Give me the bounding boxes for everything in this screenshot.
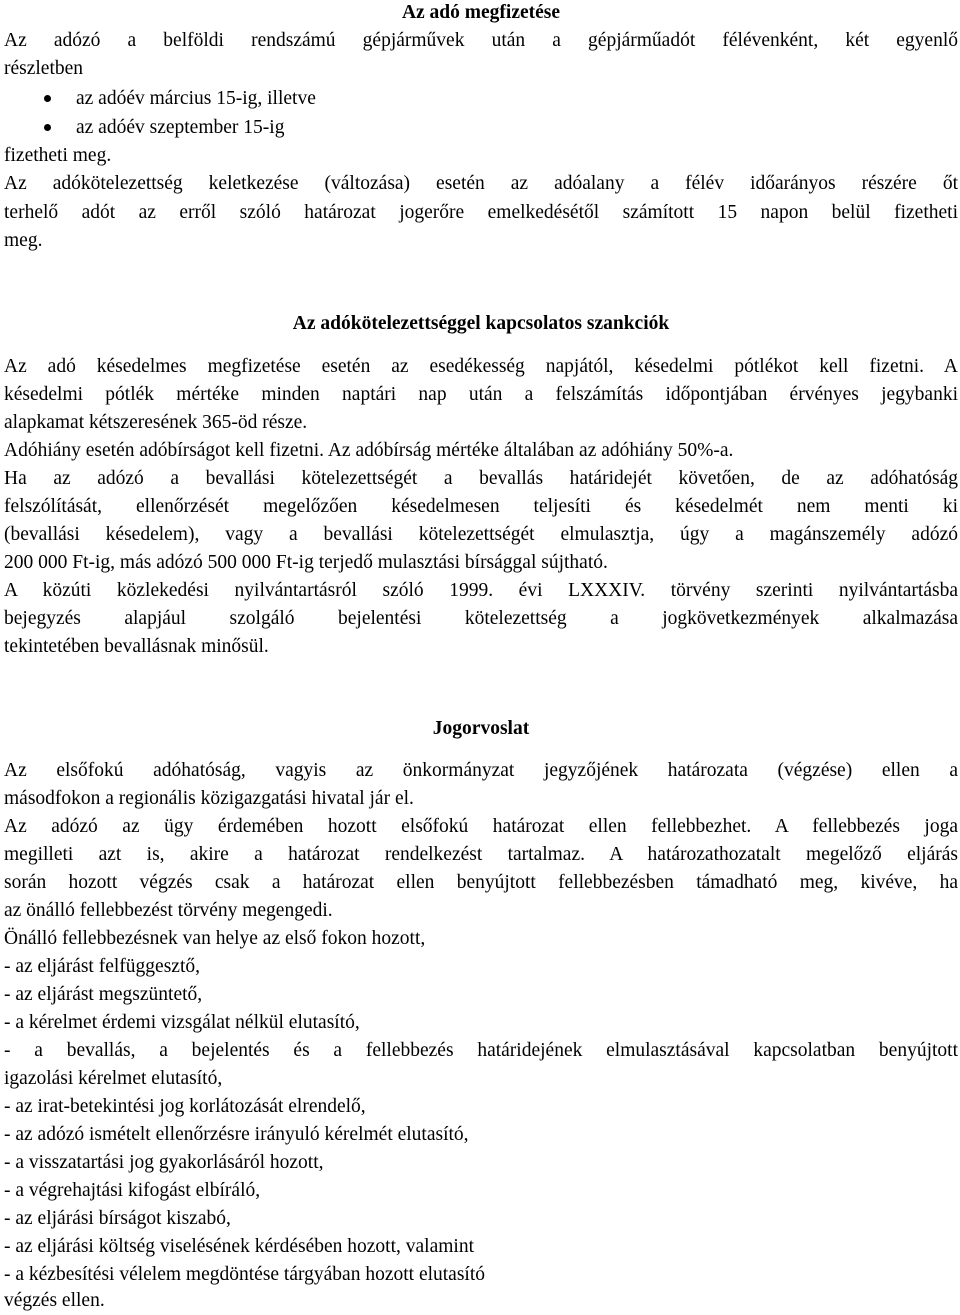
paragraph-line: fizetheti meg. xyxy=(4,145,112,166)
list-item: - az adózó ismételt ellenőrzésre irányuló kérelmét elutasító, xyxy=(4,1124,469,1145)
paragraph-line: Az adó késedelmes megfizetése esetén az esedékesség napjától, késedelmi pótlékot kell fizetni. A xyxy=(4,356,958,377)
list-item: - a végrehajtási kifogást elbíráló, xyxy=(4,1180,261,1201)
paragraph-line: során hozott végzés csak a határozat ellen benyújtott fellebbezésben támadható meg, kivéve, ha xyxy=(4,872,958,893)
paragraph-line: Az adózó a belföldi rendszámú gépjárművek után a gépjárműadót félévenként, két egyenlő xyxy=(4,30,958,51)
bullet-item: az adóév szeptember 15-ig xyxy=(76,117,285,138)
paragraph-line: Ha az adózó a bevallási kötelezettségét a bevallás határidejét követően, de az adóhatóság xyxy=(4,468,958,489)
list-item: - az eljárást megszüntető, xyxy=(4,984,203,1005)
section-title-payment: Az adó megfizetése xyxy=(401,2,561,23)
paragraph-line: Az adózó az ügy érdemében hozott elsőfokú határozat ellen fellebbezhet. A fellebbezés joga xyxy=(4,816,958,837)
list-item: - a visszatartási jog gyakorlásáról hozott, xyxy=(4,1152,324,1173)
bullet-item: az adóév március 15-ig, illetve xyxy=(76,88,316,109)
paragraph-line: késedelmi pótlék mértéke minden naptári nap után a felszámítás időpontjában érvényes jegybanki xyxy=(4,384,958,405)
bullet-dot-icon xyxy=(44,124,51,131)
list-item: igazolási kérelmet elutasító, xyxy=(4,1068,223,1089)
list-item: végzés ellen. xyxy=(4,1290,105,1311)
list-item: - a kérelmet érdemi vizsgálat nélkül elutasító, xyxy=(4,1012,360,1033)
paragraph-line: tekintetében bevallásnak minősül. xyxy=(4,636,269,657)
paragraph-line: részletben xyxy=(4,58,84,79)
section-title-sanctions: Az adókötelezettséggel kapcsolatos szankciók xyxy=(292,313,670,334)
paragraph-line: másodfokon a regionális közigazgatási hivatal jár el. xyxy=(4,788,414,809)
list-item: - az eljárási költség viselésének kérdésében hozott, valamint xyxy=(4,1236,474,1257)
list-item: - az eljárást felfüggesztő, xyxy=(4,956,200,977)
paragraph-line: Az elsőfokú adóhatóság, vagyis az önkormányzat jegyzőjének határozata (végzése) ellen a xyxy=(4,760,958,781)
paragraph-line: (bevallási késedelem), vagy a bevallási kötelezettségét elmulasztja, úgy a magánszemély adózó xyxy=(4,524,958,545)
paragraph-line: 200 000 Ft-ig, más adózó 500 000 Ft-ig terjedő mulasztási bírsággal sújtható. xyxy=(4,552,608,573)
list-item: - az eljárási bírságot kiszabó, xyxy=(4,1208,231,1229)
paragraph-line: terhelő adót az erről szóló határozat jogerőre emelkedésétől számított 15 napon belül fizetheti xyxy=(4,202,958,223)
list-item: - az irat-betekintési jog korlátozását elrendelő, xyxy=(4,1096,366,1117)
paragraph-line: meg. xyxy=(4,230,43,251)
paragraph-line: felszólítását, ellenőrzését megelőzően késedelmesen teljesíti és késedelmét nem menti ki xyxy=(4,496,958,517)
list-item: - a bevallás, a bejelentés és a fellebbezés határidejének elmulasztásával kapcsolatban benyújtott xyxy=(4,1040,958,1061)
bullet-dot-icon xyxy=(44,95,51,102)
list-item: - a kézbesítési vélelem megdöntése tárgyában hozott elutasító xyxy=(4,1264,486,1285)
paragraph-line: az önálló fellebbezést törvény megengedi. xyxy=(4,900,333,921)
paragraph-line: megilleti azt is, akire a határozat rendelkezést tartalmaz. A határozathozatalt megelőző eljárás xyxy=(4,844,958,865)
paragraph-line: alapkamat kétszeresének 365-öd része. xyxy=(4,412,308,433)
paragraph-line: A közúti közlekedési nyilvántartásról szóló 1999. évi LXXXIV. törvény szerinti nyilvántartásba xyxy=(4,580,958,601)
section-title-legal-remedy: Jogorvoslat xyxy=(432,718,530,739)
paragraph-line: bejegyzés alapjául szolgáló bejelentési kötelezettség a jogkövetkezmények alkalmazása xyxy=(4,608,958,629)
paragraph-line: Az adókötelezettség keletkezése (változása) esetén az adóalany a félév időarányos részére őt xyxy=(4,173,958,194)
paragraph-line: Önálló fellebbezésnek van helye az első fokon hozott, xyxy=(4,928,426,949)
paragraph-line: Adóhiány esetén adóbírságot kell fizetni. Az adóbírság mértéke általában az adóhiány 50%-a. xyxy=(4,440,734,461)
